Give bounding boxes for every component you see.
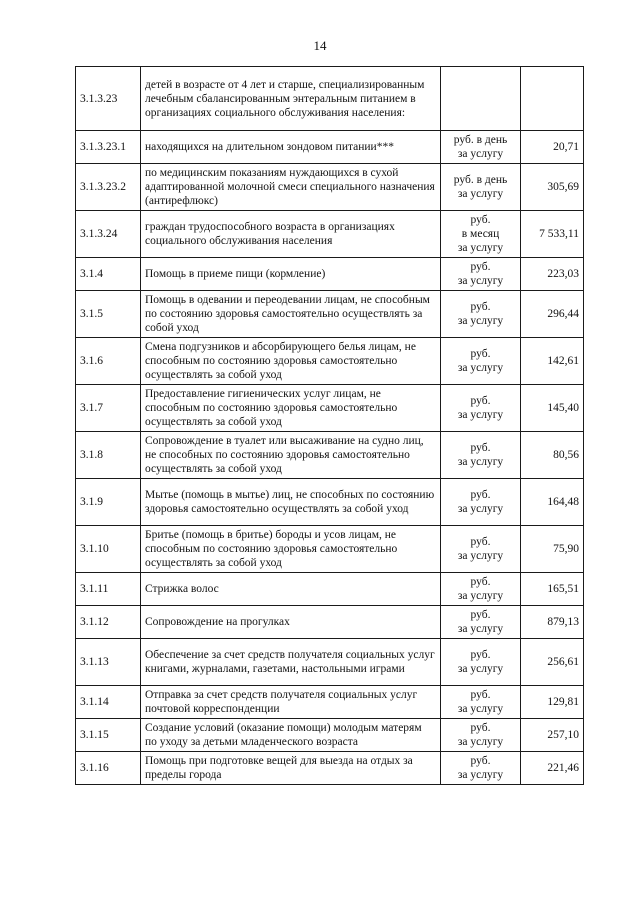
service-code-cell: 3.1.3.24 [76,211,141,258]
service-code-cell: 3.1.15 [76,719,141,752]
table-row [76,479,584,526]
unit-cell [441,606,521,639]
service-code-cell: 3.1.11 [76,573,141,606]
service-name-cell: детей в возрасте от 4 лет и старше, специализированным лечебным сбалансированным энтеральным питанием в организациях социального обслуживания населения: [141,67,441,131]
table-row [76,432,584,479]
unit-line: за услугу [457,503,504,515]
unit-line: руб. [470,536,491,548]
service-name-cell: по медицинским показаниям нуждающихся в сухой адаптированной молочной смеси специального назначения (антирефлюкс) [141,164,441,211]
price-cell: 75,90 [521,526,584,573]
unit-cell [441,211,521,258]
unit-cell [441,258,521,291]
page-number: 14 [313,38,327,53]
service-name-cell: Стрижка волос [141,573,441,606]
unit-line: за услугу [457,703,504,715]
service-name-cell: Мытье (помощь в мытье) лиц, не способных по состоянию здоровья самостоятельно осуществлять за собой уход [141,479,441,526]
unit-cell [441,338,521,385]
price-cell: 7 533,11 [521,211,584,258]
unit-line: за услугу [457,188,504,200]
unit-line: за услугу [457,590,504,602]
unit-line: руб. [470,214,491,226]
unit-cell [441,131,521,164]
service-name-cell: Помощь в приеме пищи (кормление) [141,258,441,291]
service-code-cell: 3.1.6 [76,338,141,385]
unit-line: за услугу [457,769,504,781]
price-cell: 142,61 [521,338,584,385]
unit-line: за услугу [457,275,504,287]
unit-cell [441,719,521,752]
unit-line: руб. [470,348,491,360]
price-cell: 257,10 [521,719,584,752]
unit-line: руб. [470,722,491,734]
unit-line: за услугу [457,550,504,562]
unit-cell [441,573,521,606]
price-cell: 879,13 [521,606,584,639]
service-name-cell: Создание условий (оказание помощи) молодым матерям по уходу за детьми младенческого возраста [141,719,441,752]
price-cell: 165,51 [521,573,584,606]
service-name-cell: Помощь при подготовке вещей для выезда на отдых за пределы города [141,752,441,785]
service-code-cell: 3.1.12 [76,606,141,639]
service-code-cell: 3.1.10 [76,526,141,573]
unit-line: руб. в день [453,134,508,146]
table-row [76,258,584,291]
unit-cell [441,164,521,211]
unit-line: за услугу [457,315,504,327]
price-cell: 296,44 [521,291,584,338]
table-row [76,211,584,258]
unit-cell [441,639,521,686]
service-name-cell: Помощь в одевании и переодевании лицам, не способным по состоянию здоровья самостоятельно осуществлять за собой уход [141,291,441,338]
price-cell: 145,40 [521,385,584,432]
service-name-cell: Сопровождение на прогулках [141,606,441,639]
service-name-cell: находящихся на длительном зондовом питании*** [141,131,441,164]
unit-line: руб. [470,395,491,407]
unit-line: руб. в день [453,174,508,186]
service-code-cell: 3.1.3.23.2 [76,164,141,211]
service-code-cell: 3.1.9 [76,479,141,526]
table-row [76,526,584,573]
services-price-table [75,66,584,785]
service-code-cell: 3.1.8 [76,432,141,479]
price-cell: 305,69 [521,164,584,211]
table-row [76,686,584,719]
service-code-cell: 3.1.16 [76,752,141,785]
table-row [76,385,584,432]
unit-line: руб. [470,649,491,661]
table-row [76,338,584,385]
price-cell: 164,48 [521,479,584,526]
price-cell: 80,56 [521,432,584,479]
table-row [76,131,584,164]
table-row [76,752,584,785]
unit-line: за услугу [457,456,504,468]
unit-line: руб. [470,442,491,454]
unit-cell [441,526,521,573]
service-name-cell: Сопровождение в туалет или высаживание на судно лиц, не способных по состоянию здоровья самостоятельно осуществлять за собой уход [141,432,441,479]
table-row [76,573,584,606]
table-body [76,67,584,785]
price-cell: 129,81 [521,686,584,719]
unit-cell [441,686,521,719]
service-name-cell: граждан трудоспособного возраста в организациях социального обслуживания населения [141,211,441,258]
unit-line: за услугу [457,409,504,421]
unit-cell [441,752,521,785]
unit-line: за услугу [457,663,504,675]
service-code-cell: 3.1.13 [76,639,141,686]
table-row [76,164,584,211]
service-code-cell: 3.1.14 [76,686,141,719]
price-cell: 20,71 [521,131,584,164]
unit-line: за услугу [457,736,504,748]
unit-cell [441,385,521,432]
unit-line: за услугу [457,242,504,254]
service-name-cell: Предоставление гигиенических услуг лицам, не способным по состоянию здоровья самостоятельно осуществлять за собой уход [141,385,441,432]
unit-line: за услугу [457,623,504,635]
unit-cell [441,67,521,131]
unit-line: в месяц [461,228,500,240]
service-code-cell: 3.1.5 [76,291,141,338]
service-name-cell: Бритье (помощь в бритье) бороды и усов лицам, не способным по состоянию здоровья самостоятельно осуществлять за собой уход [141,526,441,573]
service-code-cell: 3.1.3.23 [76,67,141,131]
unit-cell [441,479,521,526]
service-name-cell: Смена подгузников и абсорбирующего белья лицам, не способным по состоянию здоровья самостоятельно осуществлять за собой уход [141,338,441,385]
service-code-cell: 3.1.4 [76,258,141,291]
unit-line: руб. [470,489,491,501]
service-name-cell: Обеспечение за счет средств получателя социальных услуг книгами, журналами, газетами, настольными играми [141,639,441,686]
unit-line: руб. [470,689,491,701]
table-row [76,606,584,639]
service-code-cell: 3.1.3.23.1 [76,131,141,164]
table-row [76,67,584,131]
price-cell [521,67,584,131]
price-cell: 223,03 [521,258,584,291]
unit-line: за услугу [457,362,504,374]
unit-line: руб. [470,261,491,273]
unit-cell [441,432,521,479]
unit-line: руб. [470,576,491,588]
unit-line: за услугу [457,148,504,160]
price-cell: 256,61 [521,639,584,686]
service-name-cell: Отправка за счет средств получателя социальных услуг почтовой корреспонденции [141,686,441,719]
unit-line: руб. [470,609,491,621]
unit-line: руб. [470,755,491,767]
table-row [76,639,584,686]
unit-line: руб. [470,301,491,313]
table-row [76,719,584,752]
table-row [76,291,584,338]
unit-cell [441,291,521,338]
service-code-cell: 3.1.7 [76,385,141,432]
price-cell: 221,46 [521,752,584,785]
